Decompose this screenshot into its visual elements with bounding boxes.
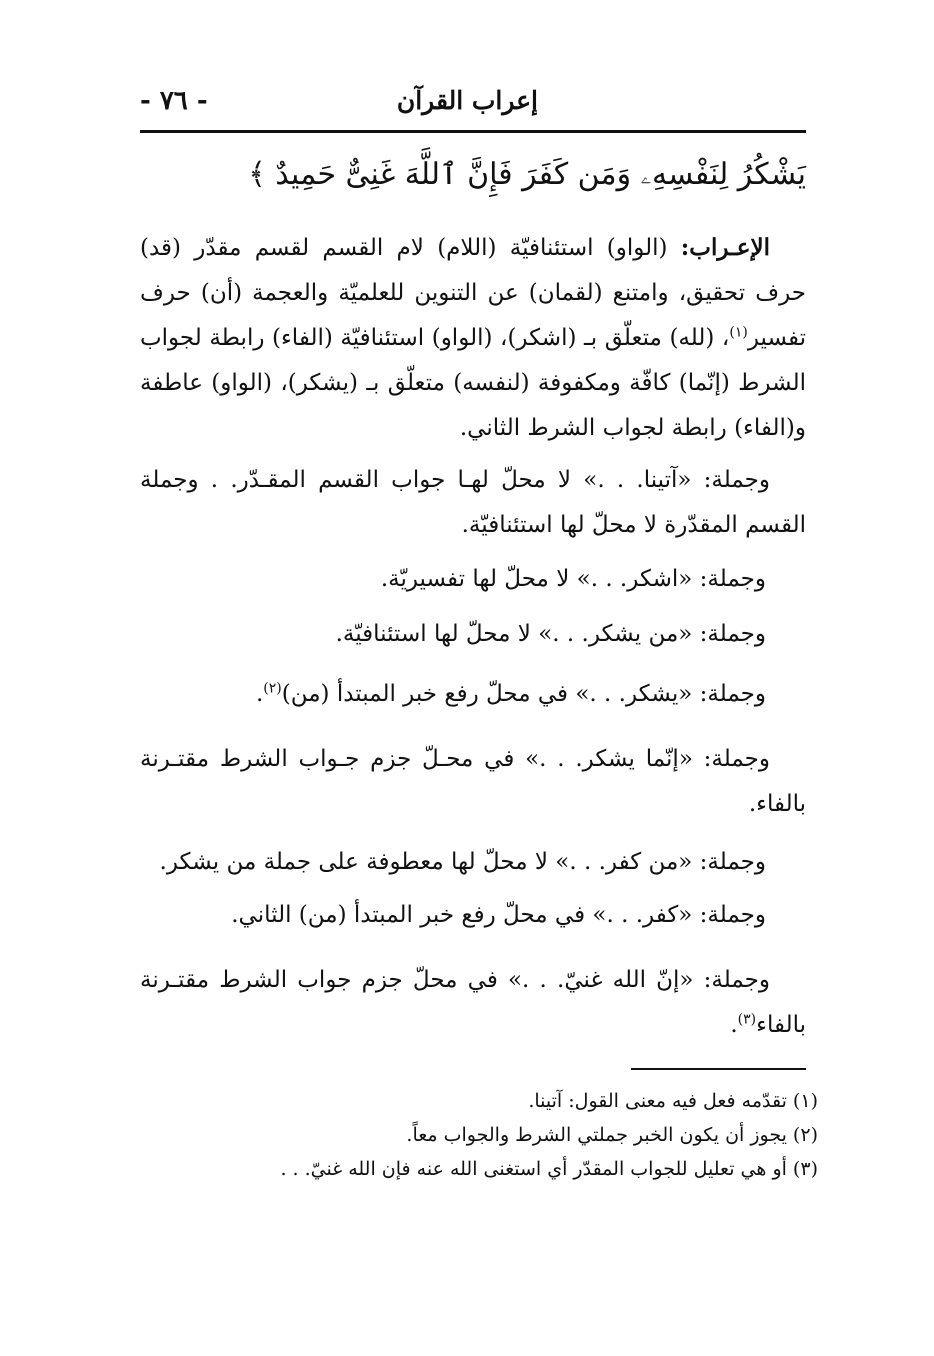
irab-text: (الواو) استئنافيّة (اللام) لام القسم لقسم مقدّر (قد) حرف تحقيق، وامتنع (لقمان) عن التنوين للعلميّة والعجمة (أن) حرف تفسير — [140, 235, 806, 351]
footnote-divider — [631, 1068, 806, 1070]
footnote-2: (٢) يجوز أن يكون الخبر جملتي الشرط والجواب معاً. — [406, 1124, 818, 1146]
sentence-man-yashkur: وجملة: «من يشكر. . .» لا محلّ لها استئنافيّة. — [335, 621, 766, 647]
footnote-3: (٣) أو هي تعليل للجواب المقدّر أي استغنى الله عنه فإن الله غنيّ. . . — [280, 1158, 818, 1180]
sentence-man-kafar: وجملة: «من كفر. . .» لا محلّ لها معطوفة على جملة من يشكر. — [159, 849, 766, 875]
quran-verse: يَشْكُرُ لِنَفْسِهِۦ وَمَن كَفَرَ فَإِنَّ ٱللَّهَ غَنِىٌّ حَمِيدٌ ﴾ — [248, 157, 806, 192]
sentence-inna-allah-end: . — [730, 1012, 738, 1038]
footnote-ref-3: (٣) — [737, 1011, 757, 1028]
sentence-inna-allah-text: وجملة: «إنّ الله غنيّ. . .» في محلّ جزم جواب الشرط مقتـرنة بالفاء — [140, 967, 806, 1038]
sentence-yashkur — [140, 672, 766, 717]
footnote-ref-2: (٢) — [263, 680, 282, 697]
sentence-yashkur-text: وجملة: «يشكر. . .» في محلّ رفع خبر المبتدأ (من) — [281, 681, 766, 707]
page-number: - ٧٦ - — [140, 86, 208, 116]
footnote-1: (١) تقدّمه فعل فيه معنى القول: آتينا. — [528, 1090, 818, 1112]
footnote-ref-1: (١) — [729, 324, 748, 341]
irab-text-continued: ، (لله) متعلّق بـ (اشكر)، (الواو) استئنافيّة (الفاء) رابطة لجواب الشرط (إنّما) كافّة ومكفوفة (لنفسه) متعلّق بـ (يشكر)، (الواو) عاطفة و(الفاء) رابطة لجواب الشرط الثاني. — [140, 325, 806, 441]
footnotes — [140, 1084, 818, 1186]
irab-label: الإعـراب: — [680, 234, 770, 261]
sentence-kafar: وجملة: «كفر. . .» في محلّ رفع خبر المبتدأ (من) الثاني. — [231, 902, 766, 928]
page-header — [140, 80, 806, 133]
sentence-ushkur: وجملة: «اشكر. . .» لا محلّ لها تفسيريّة. — [380, 566, 766, 592]
irab-paragraph — [140, 225, 806, 451]
sentence-yashkur-end: . — [255, 681, 264, 707]
book-title: إعراب القرآن — [396, 86, 538, 115]
sentence-innama-yashkur: وجملة: «إنّما يشكر. . .» في محـلّ جزم جـواب الشرط مقتـرنة بالفاء. — [140, 746, 806, 817]
sentence-ataina: وجملة: «آتينا. . .» لا محلّ لهـا جواب القسم المقـدّر. . وجملة القسم المقدّرة لا محلّ لها استئنافيّة. — [140, 467, 806, 538]
sentence-inna-allah — [140, 958, 806, 1048]
